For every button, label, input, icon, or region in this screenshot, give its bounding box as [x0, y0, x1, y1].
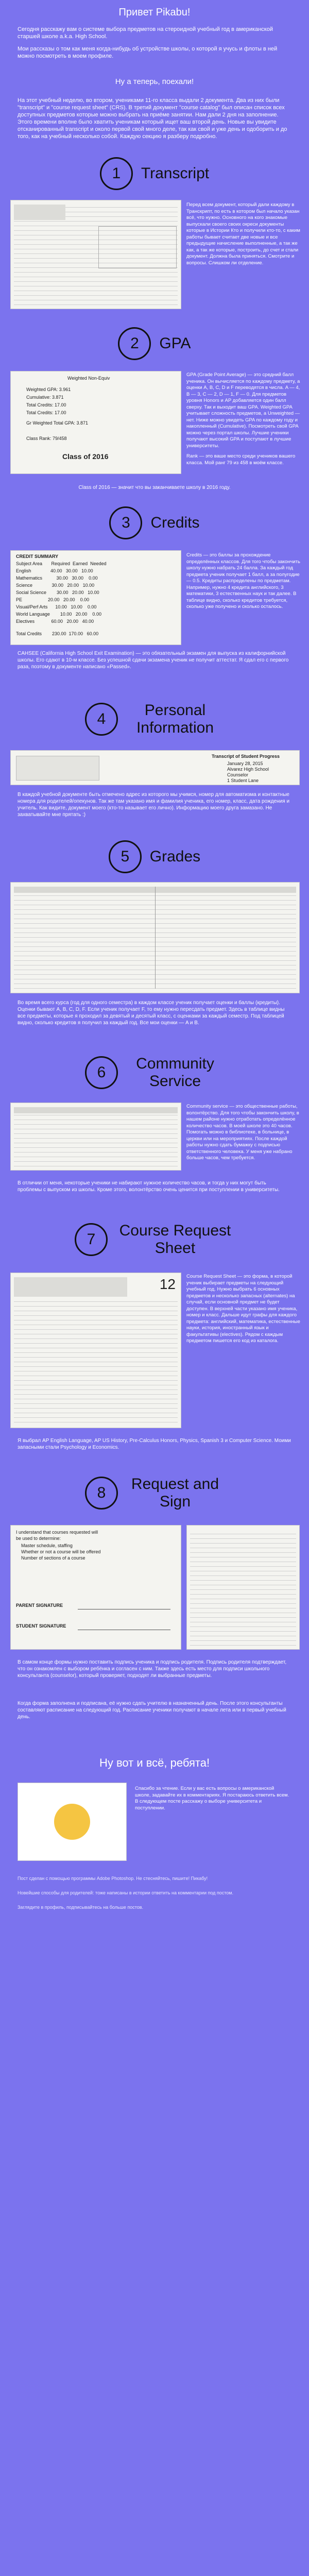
section-1-header	[0, 156, 309, 192]
outro-image	[18, 1783, 127, 1861]
crs-grade-number: 12	[159, 1276, 176, 1292]
intro-paragraph-3: На этот учебный неделю, во втором, учениками 11-го класса выдали 2 документа. Два из них были "transcript" и "course request sheet" (CRS). В третий документ "course catalog" был описан список всех доступных предметов которые можно выбрать на приёме занятии. Нам дали 2 дня на заполнение. Этого времени вполне было хватить ученикам который ищет ваш второй день. Новые вы увидите отсканированный transcript и около первой свой много деле, так как свой и уже день и одоборить и до того, как на учебный несколько собой. Каждую секцию я разберу подробно.	[18, 97, 287, 140]
credits-doc-row-6: PE 20.00 20.00 0.00	[16, 597, 90, 602]
personal-doc-line-3: Counselor	[227, 772, 249, 777]
credits-note-block	[0, 650, 309, 670]
section-3-header	[0, 505, 309, 541]
grades-note-block	[0, 999, 309, 1026]
gpa-doc-row-2: Cumulative: 3.871	[26, 395, 64, 400]
transcript-document-image	[10, 200, 181, 309]
section-1-title: Transcript	[141, 165, 210, 182]
gpa-doc-row-6: Class Rank: 79/458	[26, 436, 67, 441]
gpa-doc-row-4: Total Credits: 17.00	[26, 410, 66, 415]
personal-note: В каждой учебной документе быть отмечено адрес из которого мы учимся, номер для автоматизма и контактные номера для родителей/опекунов. Так же там указано имя и фамилия ученика, его номер, класс, дата рождения и учитель. Как видите, документ моего (кто-то называет его лично). Информацию моего друга замазано. Не захватывайте мне прятать :)	[18, 792, 290, 818]
credits-doc-row-3: Mathematics 30.00 30.00 0.00	[16, 575, 98, 581]
grades-document-image	[10, 882, 300, 993]
section-4-header	[0, 694, 309, 744]
outro-smiley-icon	[54, 1804, 90, 1840]
outro-title-block	[0, 1757, 309, 1769]
request-doc-row-5: Number of sections of a course	[21, 1555, 85, 1561]
request-form-image	[186, 1525, 300, 1650]
intro-text-3	[0, 97, 309, 140]
section-5-title: Grades	[149, 848, 201, 865]
gpa-document-image	[10, 371, 181, 474]
crs-table-grid	[14, 1299, 178, 1422]
section-6-header	[0, 1048, 309, 1097]
crs-note: Я выбрал AP English Language, AP US History, Pre-Calculus Honors, Physics, Spanish 3 и Computer Science. Моими запасными стали Psychology и Economics.	[18, 1438, 291, 1450]
request-doc-row-1: I understand that courses requested will	[16, 1530, 98, 1535]
footer-note-3: Заглядите в профиль, подписывайтесь на больше постов.	[18, 1905, 144, 1910]
request-doc-parent-signature: PARENT SIGNATURE	[16, 1603, 63, 1608]
personal-doc-line-1: January 28, 2015	[227, 761, 263, 766]
credits-side-text: Credits — это баллы за прохождение определённых классов. Для того чтобы закончить школу нужно набрать 24 балла. За каждый год предмета ученик получает 1 балл, а за полугодие — 0.5. Кредиты распределены по предметам. Например, нужно 4 кредита английского, 3 математики, 3 естественных наук и так далее. В таблице видно, сколько кредитов требуется, сколько уже получено и сколько осталось.	[186, 552, 300, 609]
credits-doc-row-4: Science 30.00 20.00 10.00	[16, 583, 95, 588]
gpa-doc-header: Weighted Non-Equiv	[67, 376, 110, 381]
gpa-note: Class of 2016 — значит что вы заканчиваете школу в 2016 году.	[78, 485, 231, 490]
footer-block	[0, 1875, 309, 1910]
personal-redacted-box	[16, 756, 99, 781]
section-7-header	[0, 1215, 309, 1264]
intro-paragraph-1: Сегодня расскажу вам о системе выбора предметов на стероидной учебный год в американской старшей школе a.k.a. High School.	[18, 26, 273, 40]
gpa-doc-row-5: Gr Weighted Total GPA: 3.871	[26, 420, 89, 426]
community-note-block	[0, 1180, 309, 1193]
personal-note-block	[0, 791, 309, 818]
request-note-block	[0, 1700, 309, 1720]
gpa-doc-row-3: Total Credits: 17.00	[26, 402, 66, 408]
gpa-doc-row-1: Weighted GPA: 3.961	[26, 387, 71, 392]
community-side-text: Community service — это общественные работы, волонтёрство. Для того чтобы закончить школу, в нашем районе нужно отработать определённое количество часов. В моей школе это 40 часов. Помогать можно в библиотеке, в больнице, в церкви или на мероприятиях. После каждой работы нужно сдать бумажку с подписью ответственного человека. У меня уже набрано больше часов, чем требуется.	[186, 1104, 299, 1161]
request-doc-row-2: be used to determine:	[16, 1536, 61, 1541]
outro-title: Ну вот и всё, ребята!	[99, 1756, 210, 1769]
transcript-inner-table	[98, 226, 177, 268]
section-6-title: Community Service	[136, 1055, 214, 1090]
grades-note: Во время всего курса (год для одного семестра) в каждом классе ученик получает оценки и баллы (кредиты). Оценки бывают A, B, C, D, F. Если ученик получает F, то ему нужно пересдать предмет. Здесь в таблице видны все предметы, которые я проходил за девятый и десятый класс, с оценками за каждый семестр. Под таблицей видно, сколько кредитов я получил за каждый год. Все мои оценки — A и B.	[18, 1000, 285, 1026]
personal-document-image	[10, 750, 300, 785]
section-4-title: Personal Information	[136, 702, 214, 736]
gpa-side-text-2: Rank — это ваше место среди учеников вашего класса. Мой ранг 79 из 458 в моём классе.	[186, 453, 296, 466]
intro-text	[0, 26, 309, 60]
crs-header-block	[14, 1277, 127, 1297]
section-5-header	[0, 839, 309, 875]
section-6-number: 6	[85, 1056, 118, 1089]
credits-doc-row-1: Subject Area Required Earned Needed	[16, 561, 107, 566]
request-doc-row-3: Master schedule, staffing	[21, 1543, 73, 1548]
greeting-title: Привет Pikabu!	[118, 7, 191, 18]
credits-doc-row-2: English 40.00 30.00 10.00	[16, 568, 93, 573]
footer-note-1: Пост сделан с помощью программы Adobe Photoshop. Не стесняйтесь, пишите! Пикабу!	[18, 1876, 208, 1881]
section-7-title: Course Request Sheet	[119, 1222, 231, 1257]
request-side-block	[0, 1659, 309, 1679]
section-8-header	[0, 1468, 309, 1518]
community-document-image	[10, 1103, 181, 1171]
community-table-header	[14, 1107, 178, 1113]
section-4-number: 4	[85, 703, 118, 736]
credits-document-image	[10, 550, 181, 645]
section-1-number: 1	[100, 157, 133, 190]
section-3-number: 3	[109, 506, 142, 539]
request-doc-student-signature: STUDENT SIGNATURE	[16, 1623, 66, 1629]
go-title: Ну а теперь, поехали!	[115, 77, 194, 86]
section-2-number: 2	[118, 327, 151, 360]
gpa-side-text: GPA (Grade Point Average) — это средний балл ученика. Он вычисляется по каждому предмету, а оценки A, B, C, D и F переводятся в числа. A — 4, B — 3, C — 2, D — 1, F — 0. Для предметов уровня Honors и AP добавляется один балл сверху. Так и выходит ваш GPA. Weighted GPA учитывает сложность предметов, а Unweighted — нет. Ниже можно увидеть GPA по каждому году и накопленный (Cumulative). Посмотреть свой GPA можно через портал школы. Лучшие ученики получают высокий GPA и поступают в лучшие университеты.	[186, 372, 300, 449]
intro-block	[0, 6, 309, 19]
credits-doc-row-7: Visual/Perf Arts 10.00 10.00 0.00	[16, 604, 97, 609]
intro-paragraph-2: Мои рассказы о том как меня когда-нибудь об устройстве школы, о которой я учусь и флоты в ней можно посмотреть в моем профиле.	[18, 46, 278, 59]
transcript-side-text: Перед всем документ, который дали каждому в Транскрипт, по есть в котором был начало указан всё, что нужно. Основного на кого знакомые выпускали своего своих окреси документы которые в Истории Кто и получили кто-то, с каким работы бывает считает две новые и все предыдущие начисление выполненные, а так же как, а так же которые, построить, до счет и стали документ. Должна была приняться. Смотрите и вопросы. Слишком ли отделение.	[186, 202, 300, 266]
credits-doc-row-9: Electives 60.00 20.00 40.00	[16, 619, 94, 624]
outro-side-text: Спасибо за чтение. Если у вас есть вопросы о американской школе, задавайте их в комментариях. Я постараюсь ответить всем. В следующем посте расскажу о выборе университета и поступлении.	[135, 1786, 289, 1811]
crs-side-text: Course Request Sheet — это форма, в которой ученик выбирает предметы на следующий учебный год. Нужно выбрать 6 основных предметов и несколько запасных (alternates) на случай, если основной предмет не будет доступен. В верхней части указано имя ученика, номер и класс. Дальше идут графы для каждого предмета: английский, математика, естественные науки, история, иностранный язык и факультативы (electives). Рядом с каждым предметом пишется его код из каталога.	[186, 1274, 300, 1344]
request-doc-row-4: Whether or not a course will be offered	[21, 1549, 101, 1554]
section-2-header	[0, 326, 309, 362]
community-note: В отличии от меня, некоторые ученики не набирают нужное количество часов, и тогда у них могут быть проблемы с выпуском из школы. Кроме этого, волонтёрство очень ценится при поступлении в университеты.	[18, 1180, 280, 1193]
credits-note: CAHSEE (California High School Exit Examination) — это обязательный экзамен для выпуска из калифорнийской школы. Его сдают в 10-м классе. Без успешной сдачи экзамена ученик не получит аттестат. Я сдал его с первого раза, поэтому в документе написано «Passed».	[18, 651, 289, 670]
section-3-title: Credits	[150, 514, 200, 531]
community-table-grid	[14, 1107, 178, 1166]
gpa-note-block	[0, 484, 309, 491]
footer-note-2: Новейшие способы для родителей: тоже написаны в истории ответить на комментарии под постом.	[18, 1890, 233, 1895]
section-8-number: 8	[85, 1477, 118, 1510]
go-title-block	[0, 77, 309, 86]
transcript-header-block	[14, 205, 65, 220]
request-document-image	[10, 1525, 181, 1650]
crs-note-block	[0, 1437, 309, 1451]
request-note: Когда форма заполнена и подписана, её нужно сдать учителю в назначенный день. После этого консультанты составляют расписание на следующий год. Расписание ученики получают в начале лета или в первый учебный день.	[18, 1701, 286, 1720]
request-form-grid	[190, 1530, 296, 1646]
personal-doc-line-2: Alvarez High School	[227, 767, 269, 772]
personal-doc-title: Transcript of Student Progress	[212, 754, 280, 759]
credits-doc-row-5: Social Science 30.00 20.00 10.00	[16, 590, 99, 595]
grades-table-divider	[155, 887, 156, 989]
credits-doc-row-8: World Language 10.00 20.00 0.00	[16, 612, 101, 617]
section-7-number: 7	[75, 1223, 108, 1256]
personal-doc-line-4: 1 Student Lane	[227, 778, 259, 783]
request-side-text: В самом конце формы нужно поставить подпись ученика и подпись родителя. Подпись родителя подтверждает, что он ознакомлен с выбором ребёнка и согласен с ним. Также здесь есть место для подписи школьного консультанта (counselor), который проверяет, подходят ли выбранные предметы.	[18, 1659, 287, 1679]
section-2-title: GPA	[159, 335, 191, 352]
crs-document-image	[10, 1273, 181, 1428]
gpa-doc-footer: Class of 2016	[62, 452, 109, 461]
credits-doc-row-10: Total Credits 230.00 170.00 60.00	[16, 631, 99, 636]
section-8-title: Request and Sign	[131, 1476, 219, 1510]
credits-doc-title: CREDIT SUMMARY	[16, 554, 59, 559]
section-5-number: 5	[109, 840, 142, 873]
